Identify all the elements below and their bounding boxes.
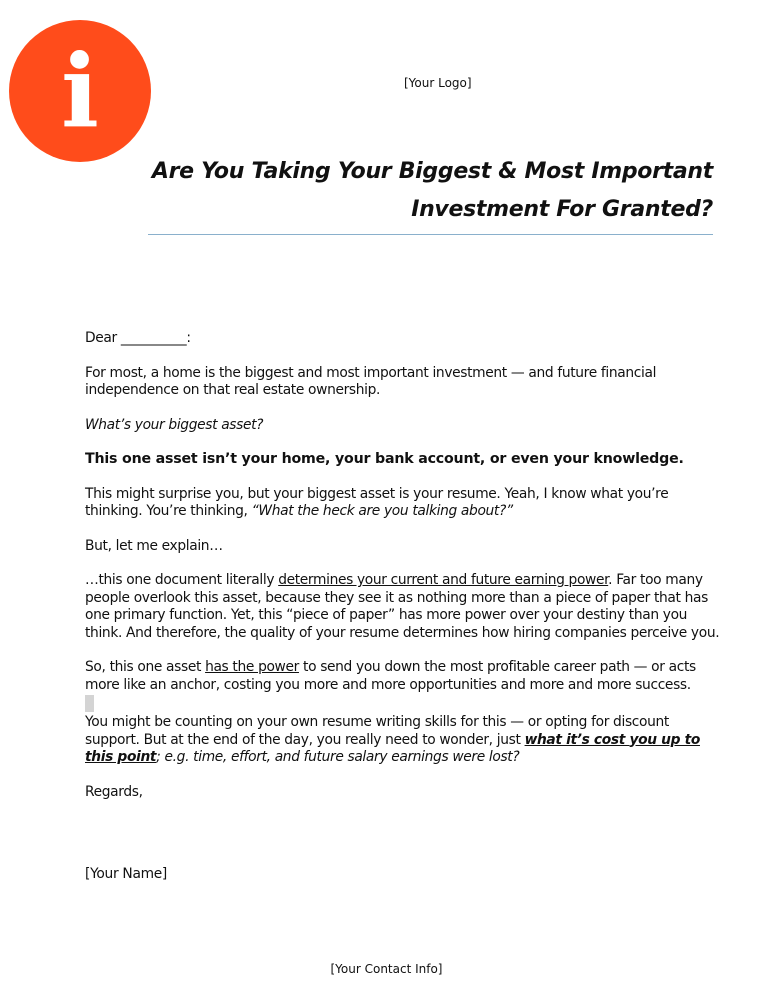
paragraph-3: This one asset isn’t your home, your bank account, or even your knowledge. [85,451,684,467]
letter-body [85,330,725,818]
paragraph-8-text-b: ; e.g. time, effort, and future salary earnings were lost? [156,749,520,765]
paragraph-6-text-a: …this one document literally [85,572,279,588]
title-divider [148,234,713,235]
logo-placeholder: [Your Logo] [404,76,472,90]
paragraph-7 [85,659,725,694]
paragraph-5: But, let me explain… [85,537,223,554]
paragraph-4-text: This might surprise you, but your biggest asset is your resume. Yeah, I know what you’re thinking. You’re thinking, [85,485,669,519]
paragraph-7-text-b: to send you down the most profitable career path — or acts more like an anchor, costing you more and more opportunities and more and more success. [85,659,696,693]
paragraph-4-quote: “What the heck are you talking about?” [251,503,513,519]
paragraph-6 [85,572,725,642]
page-title [150,153,713,229]
signature-name: [Your Name] [85,866,168,882]
text-cursor-mark [85,695,94,712]
paragraph-6-underlined: determines your current and future earning power [278,572,609,588]
paragraph-7-text-a: So, this one asset [85,659,206,675]
title-line-2: Investment For Granted? [411,197,713,222]
paragraph-1: For most, a home is the biggest and most important investment — and future financial independence on that real estate ownership. [85,364,657,398]
info-logo [9,20,151,162]
title-line-1: Are You Taking Your Biggest & Most Important [151,159,713,184]
paragraph-6-text-b: . Far too many people overlook this asset, because they see it as nothing more than a piece of paper that has one primary function. Yet, this “piece of paper” has more power over your destiny than you think. And therefore, the quality of your resume determines how hiring companies perceive you. [85,572,720,641]
paragraph-8 [85,714,725,767]
paragraph-8-emphasis: what it’s cost you up to this point [85,731,700,765]
paragraph-7-underlined: has the power [205,659,299,675]
contact-info: [Your Contact Info] [330,962,443,976]
info-icon: i [61,32,99,150]
closing: Regards, [85,783,143,800]
salutation: Dear __________: [85,330,191,346]
paragraph-8-text-a: You might be counting on your own resume writing skills for this — or opting for discount support. But at the end of the day, you really need to wonder, just [85,714,669,748]
paragraph-4 [85,486,725,521]
paragraph-2: What’s your biggest asset? [85,416,264,433]
